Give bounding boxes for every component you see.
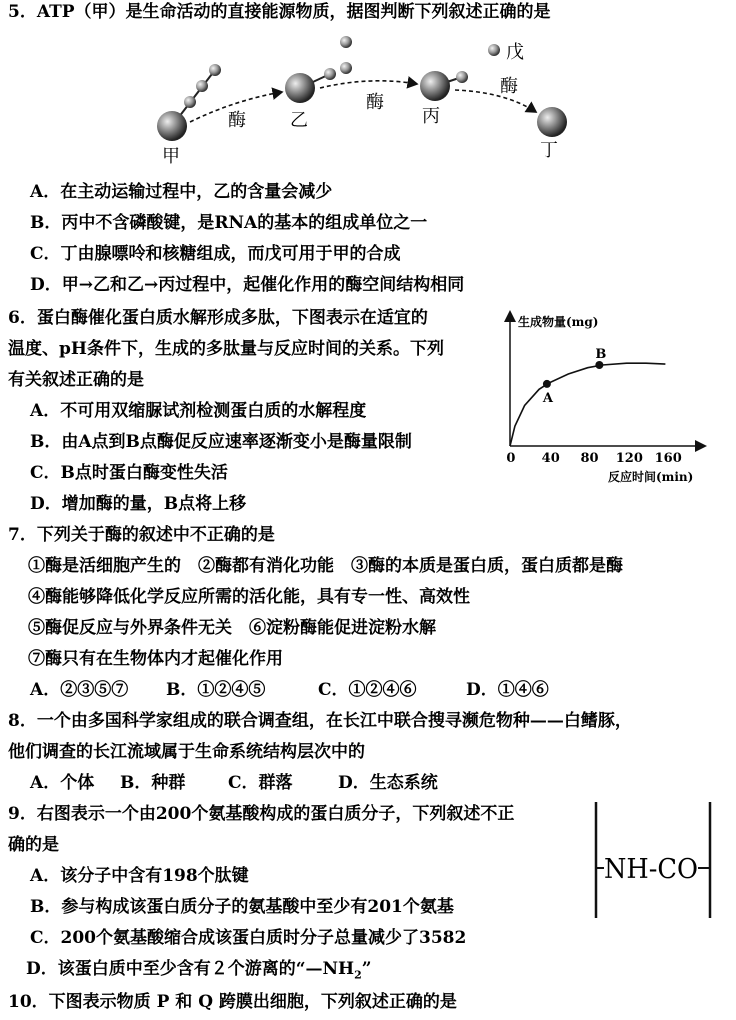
q7-option-b: B．①②④⑤ xyxy=(166,680,266,700)
peptide-bond-label: NH-CO xyxy=(604,854,698,885)
chart-x-tick-160: 160 xyxy=(654,451,682,466)
q7-statement-4: ⑦酶只有在生物体内才起催化作用 xyxy=(28,649,283,669)
chart-xlabel: 反应时间(min) xyxy=(608,470,694,484)
q9-option-b: B．参与构成该蛋白质分子的氨基酸中至少有201个氨基 xyxy=(30,897,454,917)
q6-option-b: B．由A点到B点酶促反应速率逐渐变小是酶量限制 xyxy=(30,432,412,452)
q6-option-a: A．不可用双缩脲试剂检测蛋白质的水解程度 xyxy=(30,401,367,421)
q8-stem-line-1: 8．一个由多国科学家组成的联合调查组，在长江中联合搜寻濒危物种——白鳍豚， xyxy=(8,711,632,731)
q7-option-c: C．①②④⑥ xyxy=(318,680,417,700)
q9-option-d-prefix: D．该蛋白质中至少含有２个游离的“—NH xyxy=(26,959,355,979)
q8-stem-line-2: 他们调查的长江流域属于生命系统结构层次中的 xyxy=(8,742,365,762)
adp-molecule xyxy=(285,36,352,103)
q7-stem: 7．下列关于酶的叙述中不正确的是 xyxy=(8,525,275,545)
q9-option-d xyxy=(26,957,372,987)
chart-point-label-A: A xyxy=(542,390,554,406)
q9-option-a: A．该分子中含有198个肽键 xyxy=(30,866,249,886)
q10-stem: 10．下图表示物质 P 和 Q 跨膜出细胞，下列叙述正确的是 xyxy=(8,992,457,1012)
q6-option-c: C．B点时蛋白酶变性失活 xyxy=(30,463,228,483)
chart-x-tick-80: 80 xyxy=(580,451,599,466)
q7-option-d: D．①④⑥ xyxy=(466,680,549,700)
q8-option-b: B．种群 xyxy=(120,773,186,793)
q8-option-c: C．群落 xyxy=(228,773,293,793)
q6-stem-line-1: 6．蛋白酶催化蛋白质水解形成多肽，下图表示在适宜的 xyxy=(8,308,428,328)
q7-statement-1: ①酶是活细胞产生的 ②酶都有消化功能 ③酶的本质是蛋白质，蛋白质都是酶 xyxy=(28,556,623,576)
chart-point-label-B: B xyxy=(595,347,607,362)
label-jia: 甲 xyxy=(162,146,180,167)
peptide-bond-figure xyxy=(588,798,718,924)
atp-molecule xyxy=(157,64,221,141)
label-enzyme-1: 酶 xyxy=(228,110,246,131)
q5-option-c: C．丁由腺嘌呤和核糖组成，而戊可用于甲的合成 xyxy=(30,244,401,264)
phosphate-wu xyxy=(488,44,500,56)
q9-stem-line-2: 确的是 xyxy=(8,835,59,855)
label-ding: 丁 xyxy=(540,140,558,161)
peptide-time-chart xyxy=(496,306,726,486)
chart-x-tick-0: 0 xyxy=(506,451,516,466)
label-enzyme-3: 酶 xyxy=(500,76,518,97)
chart-ylabel: 生成物量(mg) xyxy=(518,315,599,329)
q6-option-d: D．增加酶的量，B点将上移 xyxy=(30,494,247,514)
q5-option-a: A．在主动运输过程中，乙的含量会减少 xyxy=(30,182,333,202)
q9-option-d-sub: 2 xyxy=(354,968,362,982)
q9-option-c: C．200个氨基酸缩合成该蛋白质时分子总量减少了3582 xyxy=(30,928,467,948)
q7-statement-2: ④酶能够降低化学反应所需的活化能，具有专一性、高效性 xyxy=(28,587,470,607)
amp-molecule xyxy=(420,71,468,101)
atp-hydrolysis-figure xyxy=(140,30,600,180)
chart-point-B xyxy=(595,361,603,369)
chart-point-A xyxy=(543,380,551,388)
chart-x-tick-40: 40 xyxy=(541,451,560,466)
q6-stem-line-3: 有关叙述正确的是 xyxy=(8,370,144,390)
chart-series-line xyxy=(510,363,665,446)
label-enzyme-2: 酶 xyxy=(366,92,384,113)
q9-option-d-suffix: ” xyxy=(361,959,372,979)
chart-x-tick-120: 120 xyxy=(615,451,643,466)
label-bing: 丙 xyxy=(422,106,440,127)
adenosine-ding xyxy=(537,107,567,137)
q5-option-d: D．甲→乙和乙→丙过程中，起催化作用的酶空间结构相同 xyxy=(30,275,465,295)
q7-option-a: A．②③⑤⑦ xyxy=(30,680,129,700)
q6-stem-line-2: 温度、pH条件下，生成的多肽量与反应时间的关系。下列 xyxy=(8,339,444,359)
q8-option-d: D．生态系统 xyxy=(338,773,438,793)
arrow-bing-ding xyxy=(455,90,536,112)
label-wu: 戊 xyxy=(506,42,524,63)
arrow-yi-bing xyxy=(320,81,417,88)
q9-stem-line-1: 9．右图表示一个由200个氨基酸构成的蛋白质分子，下列叙述不正 xyxy=(8,804,515,824)
label-yi: 乙 xyxy=(290,110,308,131)
q5-option-b: B．丙中不含磷酸键，是RNA的基本的组成单位之一 xyxy=(30,213,428,233)
q7-statement-3: ⑤酶促反应与外界条件无关 ⑥淀粉酶能促进淀粉水解 xyxy=(28,618,436,638)
q5-stem: 5．ATP（甲）是生命活动的直接能源物质，据图判断下列叙述正确的是 xyxy=(8,2,551,22)
q8-option-a: A．个体 xyxy=(30,773,95,793)
